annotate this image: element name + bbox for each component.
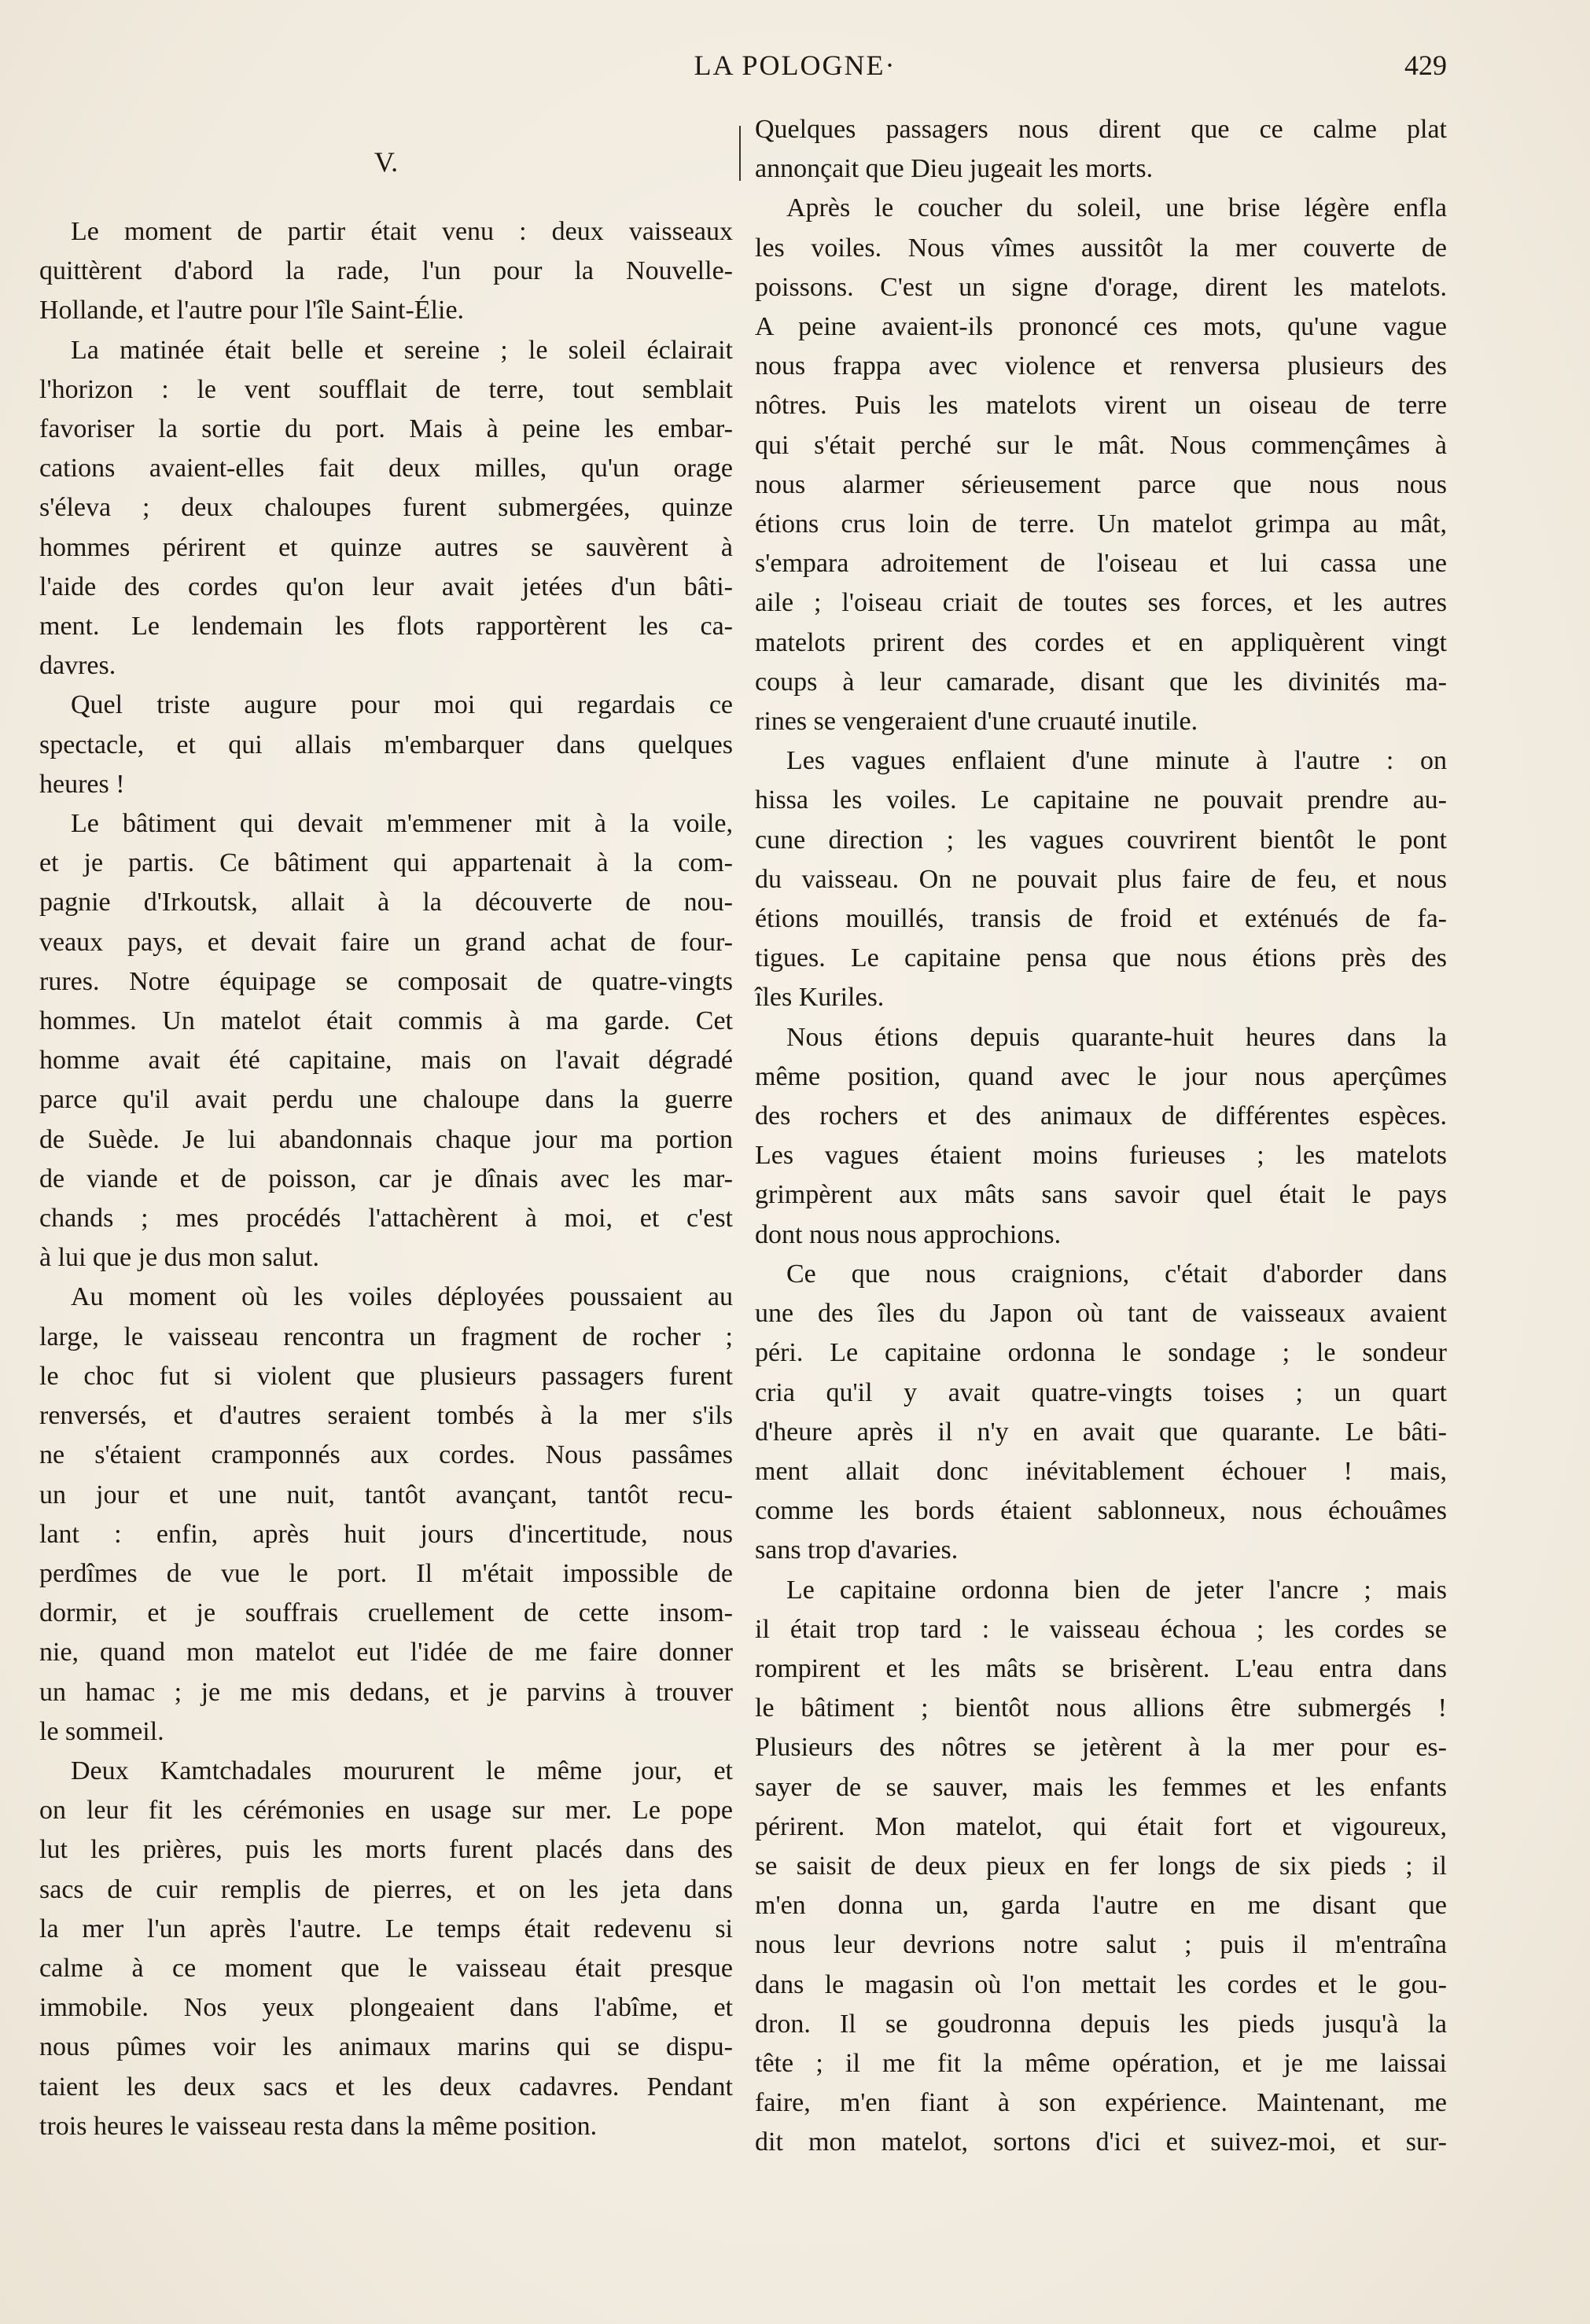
text-line: il était trop tard : le vaisseau échoua ; les cordes se: [755, 1614, 1447, 1644]
paragraph: [39, 804, 733, 1278]
text-line: coups à leur camarade, disant que les divinités ma-: [755, 667, 1447, 697]
text-line: homme avait été capitaine, mais on l'avait dégradé: [39, 1046, 733, 1076]
text-line: qui s'était perché sur le mât. Nous commençâmes à: [755, 430, 1447, 460]
paragraph: [39, 212, 733, 331]
text-line: Le capitaine ordonna bien de jeter l'ancre ; mais: [786, 1575, 1447, 1605]
text-line: sans trop d'avaries.: [755, 1535, 959, 1565]
text-line: on leur fit les cérémonies en usage sur mer. Le pope: [39, 1796, 733, 1826]
text-line: dit mon matelot, sortons d'ici et suivez-moi, et sur-: [755, 2127, 1447, 2157]
text-line: cations avaient-elles fait deux milles, qu'un orage: [39, 454, 733, 484]
text-line: nous frappa avec violence et renversa plusieurs des: [755, 351, 1447, 381]
text-line: hommes. Un matelot était commis à ma garde. Cet: [39, 1006, 733, 1036]
paragraph: [755, 1255, 1447, 1571]
text-line: nie, quand mon matelot eut l'idée de me faire donner: [39, 1638, 733, 1668]
text-line: cria qu'il y avait quatre-vingts toises ; un quart: [755, 1377, 1447, 1407]
text-line: nôtres. Puis les matelots virent un oiseau de terre: [755, 391, 1447, 421]
text-line: Ce que nous craignions, c'était d'aborder dans: [786, 1259, 1447, 1289]
text-line: Deux Kamtchadales moururent le même jour, et: [71, 1756, 733, 1785]
text-line: le choc fut si violent que plusieurs passagers furent: [39, 1361, 733, 1391]
text-line: rines se vengeraient d'une cruauté inutile.: [755, 707, 1198, 737]
text-line: large, le vaisseau rencontra un fragment de rocher ;: [39, 1322, 733, 1351]
text-line: davres.: [39, 651, 116, 681]
text-line: Nous étions depuis quarante-huit heures dans la: [786, 1022, 1447, 1052]
text-line: favoriser la sortie du port. Mais à peine les embar-: [39, 414, 733, 444]
text-line: poissons. C'est un signe d'orage, dirent les matelots.: [755, 272, 1447, 302]
text-line: du vaisseau. On ne pouvait plus faire de feu, et nous: [755, 864, 1447, 894]
text-line: m'en donna un, garda l'autre en me disant que: [755, 1891, 1447, 1921]
text-line: l'aide des cordes qu'on leur avait jetées d'un bâti-: [39, 572, 733, 601]
text-line: ne s'étaient cramponnés aux cordes. Nous passâmes: [39, 1440, 733, 1470]
text-line: Le bâtiment qui devait m'emmener mit à la voile,: [71, 809, 733, 839]
text-line: annonçait que Dieu jugeait les morts.: [755, 154, 1154, 184]
text-line: Hollande, et l'autre pour l'île Saint-Élie.: [39, 296, 465, 325]
page-number: 429: [1404, 50, 1447, 81]
text-line: nous leur devrions notre salut ; puis il m'entraîna: [755, 1930, 1447, 1960]
paragraph: [39, 1752, 733, 2146]
text-line: hissa les voiles. Le capitaine ne pouvait prendre au-: [755, 785, 1447, 815]
text-line: des rochers et des animaux de différentes espèces.: [755, 1101, 1447, 1131]
paragraph: [39, 1278, 733, 1751]
text-line: se saisit de deux pieux en fer longs de six pieds ; il: [755, 1851, 1447, 1881]
text-line: Quelques passagers nous dirent que ce calme plat: [755, 115, 1447, 144]
text-line: à lui que je dus mon salut.: [39, 1243, 320, 1273]
text-line: lut les prières, puis les morts furent placés dans des: [39, 1835, 733, 1865]
text-line: A peine avaient-ils prononcé ces mots, qu'une vague: [755, 312, 1447, 342]
text-line: même position, quand avec le jour nous aperçûmes: [755, 1061, 1447, 1091]
text-line: d'heure après il n'y en avait que quarante. Le bâti-: [755, 1417, 1447, 1447]
text-line: Le moment de partir était venu : deux vaisseaux: [71, 217, 733, 246]
text-line: le bâtiment ; bientôt nous allions être submergés !: [755, 1693, 1447, 1723]
text-line: faire, m'en fiant à son expérience. Maintenant, me: [755, 2088, 1447, 2118]
text-line: tête ; il me fit la même opération, et je me laissai: [755, 2048, 1447, 2078]
text-line: La matinée était belle et sereine ; le soleil éclairait: [71, 335, 733, 365]
text-line: étions crus loin de terre. Un matelot grimpa au mât,: [755, 509, 1447, 539]
running-title: LA POLOGNE·: [694, 50, 896, 81]
text-line: rompirent et les mâts se brisèrent. L'eau entra dans: [755, 1653, 1447, 1683]
text-line: les voiles. Nous vîmes aussitôt la mer couverte de: [755, 233, 1447, 263]
paragraph: [755, 189, 1447, 741]
paragraph: [755, 741, 1447, 1017]
paragraph: [39, 331, 733, 686]
paragraph: [755, 1571, 1447, 2163]
text-line: dormir, et je souffrais cruellement de cette insom-: [39, 1598, 733, 1628]
text-line: hommes périrent et quinze autres se sauvèrent à: [39, 532, 733, 562]
text-line: grimpèrent aux mâts sans savoir quel était le pays: [755, 1180, 1447, 1210]
text-line: dans le magasin où l'on mettait les cordes et le gou-: [755, 1969, 1447, 1999]
text-line: comme les bords étaient sablonneux, nous échouâmes: [755, 1496, 1447, 1526]
text-line: une des îles du Japon où tant de vaisseaux avaient: [755, 1299, 1447, 1329]
right-column: [755, 110, 1447, 2163]
text-line: taient les deux sacs et les deux cadavres. Pendant: [39, 2072, 733, 2102]
text-line: Quel triste augure pour moi qui regardais ce: [71, 690, 733, 720]
text-line: étions mouillés, transis de froid et exténués de fa-: [755, 904, 1447, 934]
text-line: et je partis. Ce bâtiment qui appartenait à la com-: [39, 848, 733, 878]
text-line: un jour et une nuit, tantôt avançant, tantôt recu-: [39, 1480, 733, 1509]
text-line: Après le coucher du soleil, une brise légère enfla: [786, 193, 1447, 223]
text-line: tigues. Le capitaine pensa que nous étions près des: [755, 943, 1447, 973]
text-line: s'éleva ; deux chaloupes furent submergées, quinze: [39, 493, 733, 523]
text-line: immobile. Nos yeux plongeaient dans l'abîme, et: [39, 1993, 733, 2023]
text-line: îles Kuriles.: [755, 983, 885, 1013]
text-line: trois heures le vaisseau resta dans la même position.: [39, 2111, 598, 2141]
left-paragraphs: [39, 212, 733, 2146]
section-heading: V.: [374, 146, 399, 178]
text-line: heures !: [39, 769, 125, 799]
text-line: la mer l'un après l'autre. Le temps était redevenu si: [39, 1914, 733, 1943]
text-line: parce qu'il avait perdu une chaloupe dans la guerre: [39, 1085, 733, 1115]
text-line: aile ; l'oiseau criait de toutes ses forces, et les autres: [755, 588, 1447, 618]
text-line: matelots prirent des cordes et en appliquèrent vingt: [755, 627, 1447, 657]
text-line: spectacle, et qui allais m'embarquer dans quelques: [39, 730, 733, 759]
right-paragraphs: [755, 110, 1447, 2163]
text-line: de Suède. Je lui abandonnais chaque jour ma portion: [39, 1124, 733, 1154]
text-line: l'horizon : le vent soufflait de terre, tout semblait: [39, 374, 733, 404]
text-line: pagnie d'Irkoutsk, allait à la découverte de nou-: [39, 888, 733, 917]
text-line: nous pûmes voir les animaux marins qui se dispu-: [39, 2032, 733, 2062]
text-line: calme à ce moment que le vaisseau était presque: [39, 1953, 733, 1983]
text-line: lant : enfin, après huit jours d'incertitude, nous: [39, 1519, 733, 1549]
text-line: renversés, et d'autres seraient tombés à la mer s'ils: [39, 1401, 733, 1431]
text-line: chands ; mes procédés l'attachèrent à moi, et c'est: [39, 1204, 733, 1234]
text-line: dron. Il se goudronna depuis les pieds jusqu'à la: [755, 2009, 1447, 2039]
text-line: Les vagues enflaient d'une minute à l'autre : on: [786, 746, 1447, 776]
text-line: rures. Notre équipage se composait de quatre-vingts: [39, 966, 733, 996]
column-divider: [739, 126, 741, 181]
text-line: dont nous nous approchions.: [755, 1219, 1062, 1249]
text-line: quittèrent d'abord la rade, l'un pour la Nouvelle-: [39, 256, 733, 286]
text-line: de viande et de poisson, car je dînais avec les mar-: [39, 1164, 733, 1193]
text-line: cune direction ; les vagues couvrirent bientôt le pont: [755, 825, 1447, 855]
text-line: ment allait donc inévitablement échouer ! mais,: [755, 1456, 1447, 1486]
text-line: Plusieurs des nôtres se jetèrent à la mer pour es-: [755, 1733, 1447, 1763]
text-line: sacs de cuir remplis de pierres, et on les jeta dans: [39, 1874, 733, 1904]
paragraph: [755, 110, 1447, 189]
text-line: nous alarmer sérieusement parce que nous nous: [755, 469, 1447, 499]
text-line: sayer de se sauver, mais les femmes et les enfants: [755, 1772, 1447, 1802]
left-column: [39, 110, 733, 2146]
text-line: Au moment où les voiles déployées poussaient au: [71, 1282, 733, 1312]
text-line: veaux pays, et devait faire un grand achat de four-: [39, 927, 733, 957]
text-line: perdîmes de vue le port. Il m'était impossible de: [39, 1558, 733, 1588]
text-line: péri. Le capitaine ordonna le sondage ; le sondeur: [755, 1338, 1447, 1368]
text-line: périrent. Mon matelot, qui était fort et vigoureux,: [755, 1811, 1447, 1841]
paragraph: [39, 686, 733, 804]
paragraph: [755, 1018, 1447, 1255]
text-line: ment. Le lendemain les flots rapportèrent les ca-: [39, 612, 733, 642]
text-line: s'empara adroitement de l'oiseau et lui cassa une: [755, 549, 1447, 579]
text-line: le sommeil.: [39, 1716, 164, 1746]
text-line: Les vagues étaient moins furieuses ; les matelots: [755, 1141, 1447, 1171]
text-line: un hamac ; je me mis dedans, et je parvins à trouver: [39, 1677, 733, 1707]
